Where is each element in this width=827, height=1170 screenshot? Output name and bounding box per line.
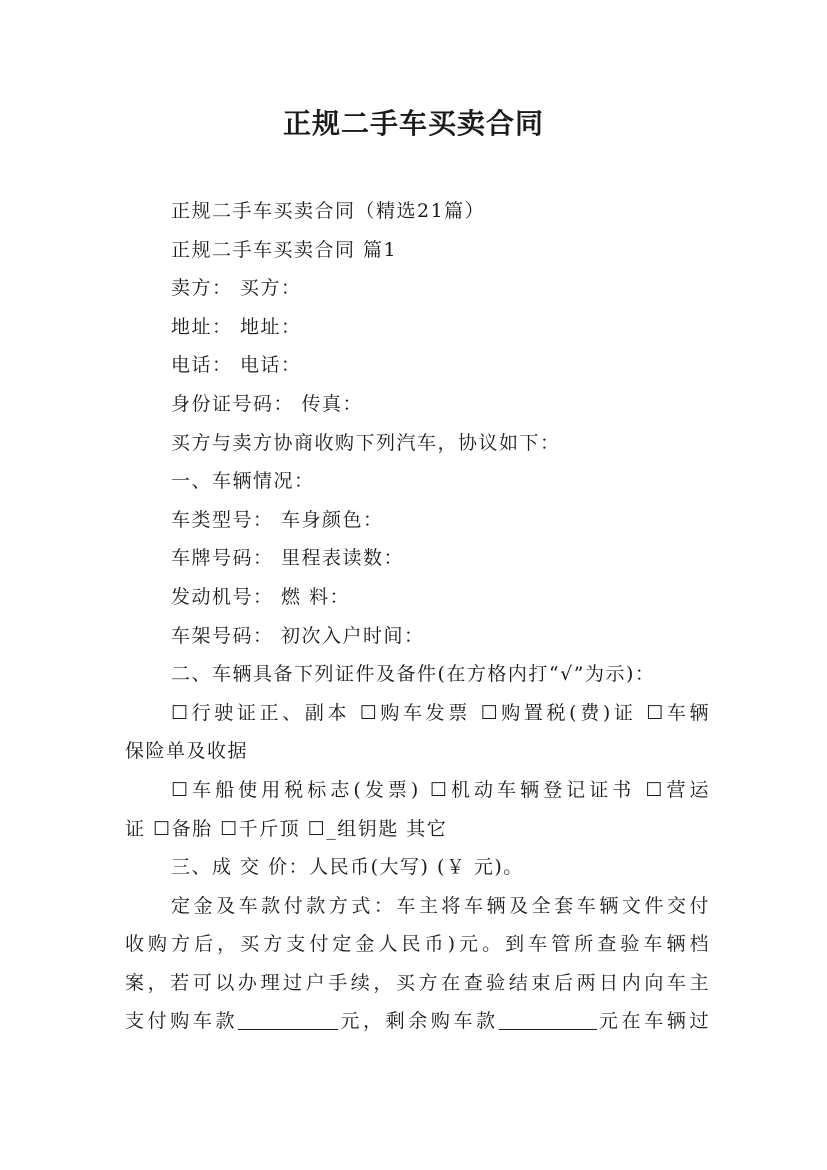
payment-text-part-3: 元在车辆过 — [596, 1010, 710, 1033]
seller-buyer-line: 卖方： 买方： — [171, 277, 302, 300]
payment-line-1: 定金及车款付款方式：车主将车辆及全套车辆文件交付 — [171, 894, 710, 917]
documents-checklist-line-2: 保险单及收据 — [125, 740, 249, 763]
payment-line-2: 收购方后，买方支付定金人民币)元。到车管所查验车辆档 — [125, 933, 710, 956]
documents-checklist-line-4: 证 ☐备胎 ☐千斤顶 ☐_组钥匙 其它 — [125, 817, 448, 840]
payment-line-3: 案，若可以办理过户手续，买方在查验结束后两日内向车主 — [125, 971, 710, 994]
frame-registration-line: 车架号码： 初次入户时间： — [171, 624, 425, 647]
payment-amount-blank-2 — [499, 1028, 597, 1030]
price-line: 三、成 交 价：人民币(大写) (￥ 元)。 — [171, 856, 524, 879]
document-body — [125, 192, 710, 1041]
payment-amount-blank-1 — [238, 1028, 338, 1030]
section-heading: 正规二手车买卖合同 篇1 — [171, 238, 398, 261]
address-line: 地址： 地址： — [171, 315, 302, 338]
documents-checklist-line-3: ☐车船使用税标志(发票) ☐机动车辆登记证书 ☐营运 — [171, 778, 710, 801]
payment-text-part-1: 支付购车款 — [125, 1010, 239, 1033]
vehicle-info-heading: 一、车辆情况： — [171, 470, 315, 493]
plate-mileage-line: 车牌号码： 里程表读数： — [171, 547, 405, 570]
id-fax-line: 身份证号码： 传真： — [171, 392, 364, 415]
subtitle-line: 正规二手车买卖合同（精选21篇） — [171, 200, 486, 222]
documents-heading: 二、车辆具备下列证件及备件(在方格内打“√”为示)： — [171, 663, 656, 686]
documents-checklist-line-1: ☐行驶证正、副本 ☐购车发票 ☐购置税(费)证 ☐车辆 — [171, 701, 710, 724]
document-title: 正规二手车买卖合同 — [282, 107, 544, 140]
payment-line-4 — [125, 1002, 710, 1041]
engine-fuel-line: 发动机号： 燃 料： — [171, 585, 351, 608]
vehicle-model-line: 车类型号： 车身颜色： — [171, 508, 384, 531]
agreement-intro: 买方与卖方协商收购下列汽车，协议如下： — [171, 431, 561, 454]
phone-line: 电话： 电话： — [171, 354, 302, 377]
payment-text-part-2: 元，剩余购车款 — [338, 1010, 499, 1033]
